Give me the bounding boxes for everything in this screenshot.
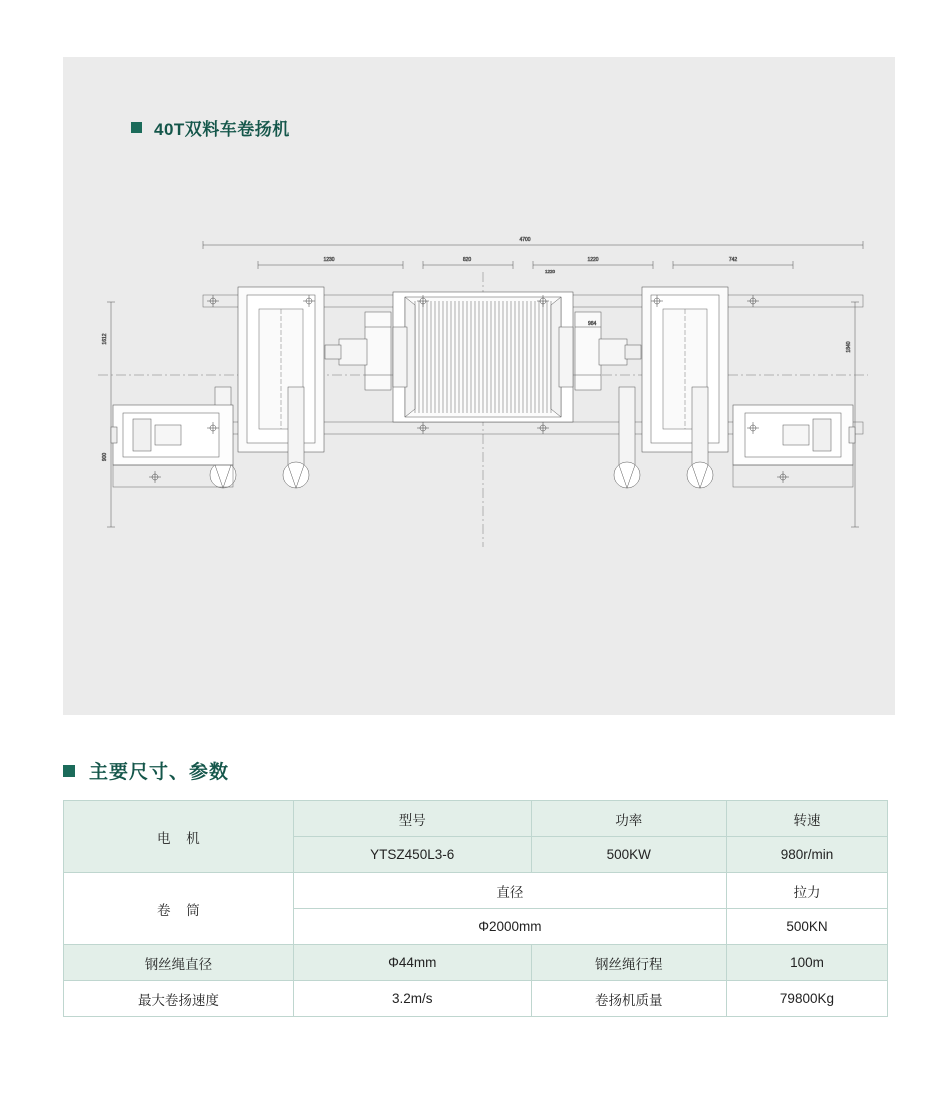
label-max-speed: 最大卷扬速度 (64, 981, 294, 1017)
row-label-drum: 卷 筒 (64, 873, 294, 945)
row-label-motor: 电 机 (64, 801, 294, 873)
drawing-panel (63, 57, 895, 715)
square-bullet-icon (63, 765, 75, 777)
svg-text:742: 742 (728, 257, 738, 263)
value-pull: 500KN (726, 909, 887, 945)
svg-text:1612: 1612 (102, 333, 108, 345)
header-diameter: 直径 (293, 873, 726, 909)
value-rope-diameter: Φ44mm (293, 945, 531, 981)
svg-text:1230: 1230 (323, 257, 335, 263)
technical-drawing (93, 227, 873, 557)
value-speed: 980r/min (726, 837, 887, 873)
header-pull: 拉力 (726, 873, 887, 909)
svg-text:984: 984 (588, 321, 597, 327)
panel-title (131, 115, 290, 140)
svg-text:1840: 1840 (846, 341, 852, 353)
label-mass: 卷扬机质量 (531, 981, 726, 1017)
label-rope-travel: 钢丝绳行程 (531, 945, 726, 981)
value-model: YTSZ450L3-6 (293, 837, 531, 873)
value-rope-travel: 100m (726, 945, 887, 981)
value-max-speed: 3.2m/s (293, 981, 531, 1017)
svg-text:4700: 4700 (519, 237, 531, 243)
svg-text:820: 820 (462, 257, 472, 263)
table-row (64, 873, 888, 909)
table-row (64, 945, 888, 981)
section-title-text: 主要尺寸、参数 (89, 762, 230, 783)
svg-text:900: 900 (102, 452, 108, 462)
specifications-table (63, 800, 888, 1017)
svg-text:1220: 1220 (587, 257, 599, 263)
header-speed: 转速 (726, 801, 887, 837)
table-body (64, 801, 888, 1017)
svg-text:1220: 1220 (545, 269, 556, 274)
table-row (64, 981, 888, 1017)
table-row (64, 801, 888, 837)
header-model: 型号 (293, 801, 531, 837)
section-heading (63, 757, 229, 784)
value-diameter: Φ2000mm (293, 909, 726, 945)
header-power: 功率 (531, 801, 726, 837)
panel-title-text: 40T双料车卷扬机 (154, 120, 290, 139)
value-mass: 79800Kg (726, 981, 887, 1017)
label-rope-diameter: 钢丝绳直径 (64, 945, 294, 981)
value-power: 500KW (531, 837, 726, 873)
square-bullet-icon (131, 122, 142, 133)
